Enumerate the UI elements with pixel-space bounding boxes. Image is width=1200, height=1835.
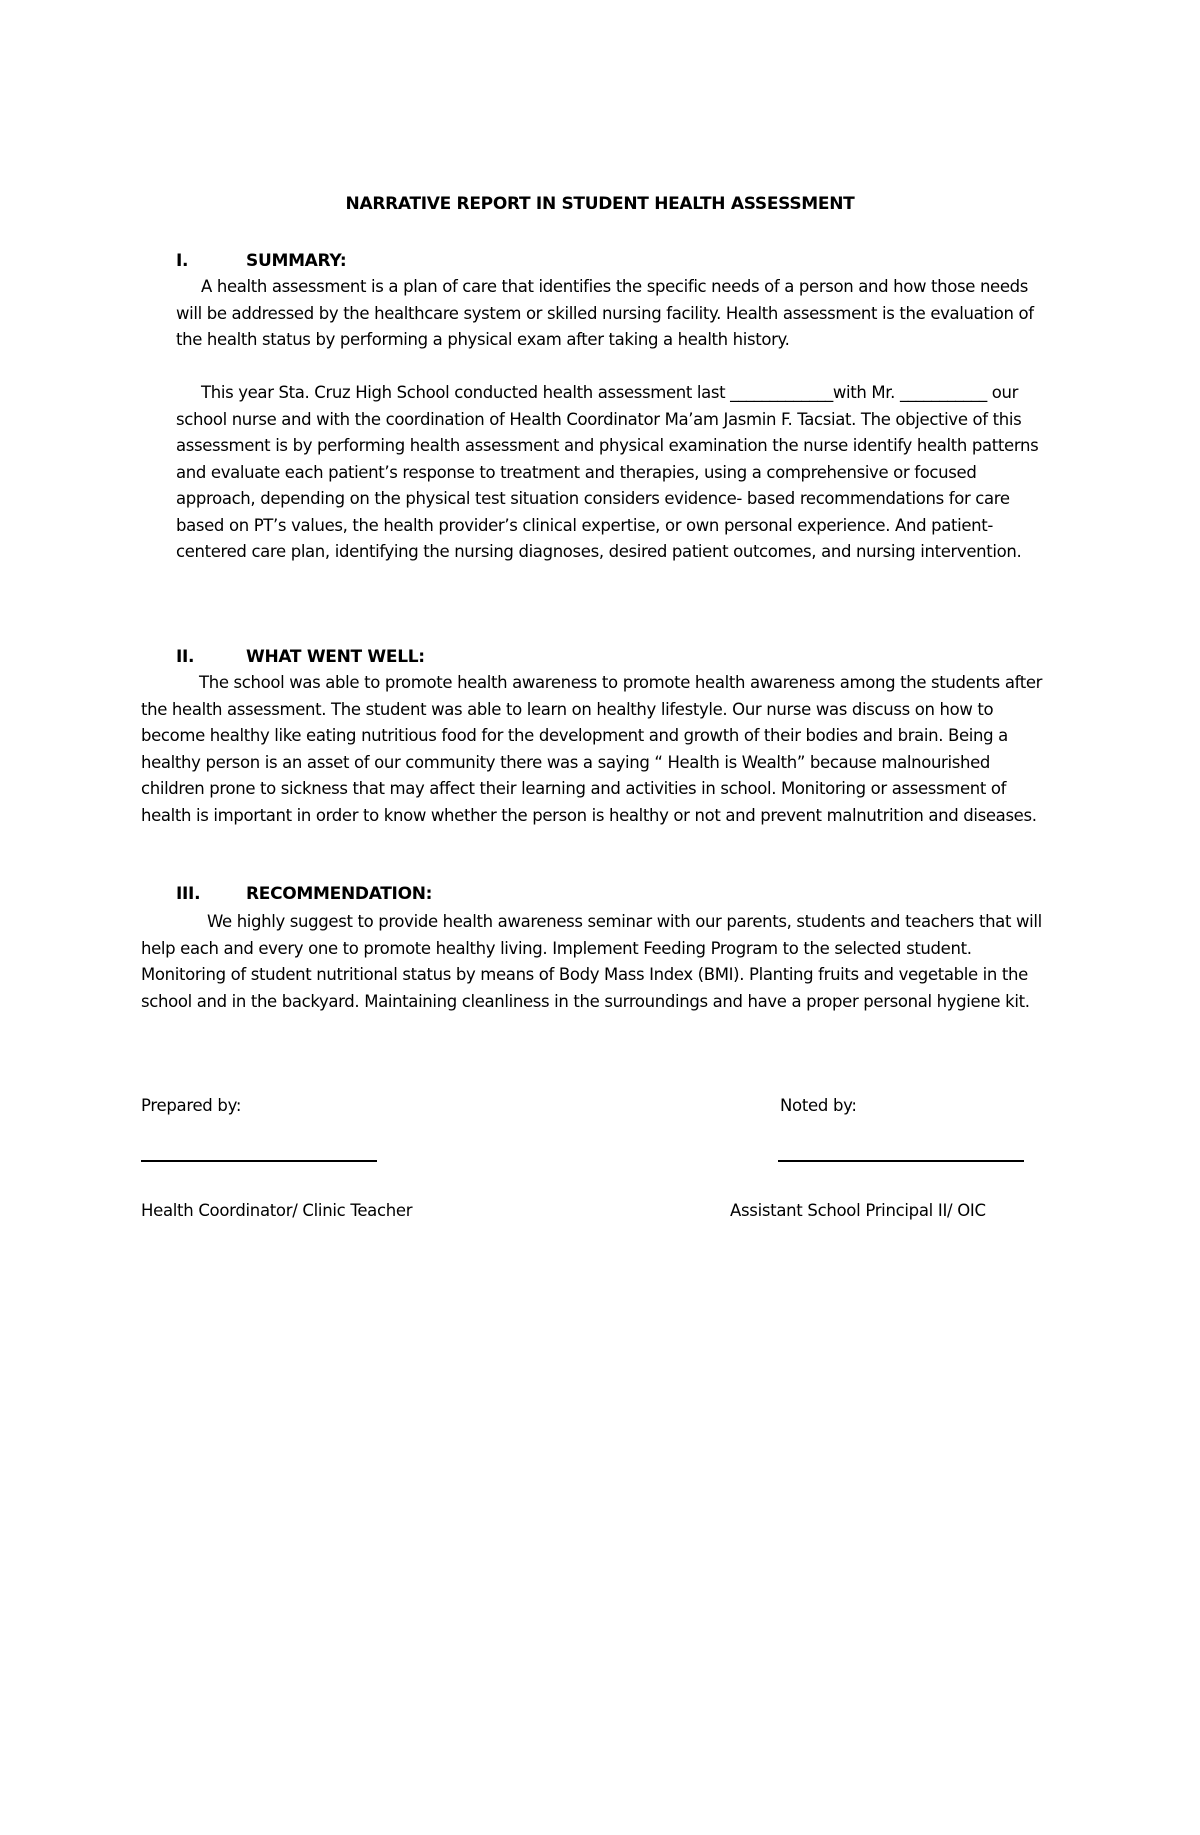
noted-signature-line (778, 1160, 1024, 1162)
section-number: III. (176, 884, 201, 904)
prepared-signature-line (141, 1160, 377, 1162)
recommendation-paragraph: We highly suggest to provide health awareness seminar with our parents, students and teachers that will help each and every one to promote healthy living. Implement Feeding Program to the selected student. Monitoring of student nutritional status by means of Body Mass Index (BMI). Planting fruits and vegetable in the school and in the backyard. Maintaining cleanliness in the surroundings and have a proper personal hygiene kit. (141, 912, 1042, 1011)
noted-role: Assistant School Principal II/ OIC (730, 1201, 986, 1220)
document-title: NARRATIVE REPORT IN STUDENT HEALTH ASSESSMENT (345, 194, 855, 214)
section-number: I. (176, 251, 189, 271)
noted-by-label: Noted by: (780, 1096, 857, 1115)
section-title: SUMMARY: (246, 251, 347, 271)
prepared-by-label: Prepared by: (141, 1096, 242, 1115)
prepared-role: Health Coordinator/ Clinic Teacher (141, 1201, 413, 1220)
summary-paragraph-1: A health assessment is a plan of care that identifies the specific needs of a person and how those needs will be addressed by the healthcare system or skilled nursing facility. Health assessment is the evaluation of the health status by performing a physical exam after taking a health history. (176, 277, 1034, 349)
section-number: II. (176, 647, 195, 667)
section-title: WHAT WENT WELL: (246, 647, 425, 667)
section-title: RECOMMENDATION: (246, 884, 433, 904)
summary-paragraph-2: This year Sta. Cruz High School conducted health assessment last _____________with Mr. ___________ our school nurse and with the coordination of Health Coordinator Ma’am Jasmin F. Tacsiat. The objective of this assessment is by performing health assessment and physical examination the nurse identify health patterns and evaluate each patient’s response to treatment and therapies, using a comprehensive or focused approach, depending on the physical test situation considers evidence- based recommendations for care based on PT’s values, the health provider’s clinical expertise, or own personal experience. And patient- centered care plan, identifying the nursing diagnoses, desired patient outcomes, and nursing intervention. (176, 383, 1039, 561)
what-went-well-paragraph: The school was able to promote health awareness to promote health awareness among the students after the health assessment. The student was able to learn on healthy lifestyle. Our nurse was discuss on how to become healthy like eating nutritious food for the development and growth of their bodies and brain. Being a healthy person is an asset of our community there was a saying “ Health is Wealth” because malnourished children prone to sickness that may affect their learning and activities in school. Monitoring or assessment of health is important in order to know whether the person is healthy or not and prevent malnutrition and diseases. (141, 673, 1043, 825)
